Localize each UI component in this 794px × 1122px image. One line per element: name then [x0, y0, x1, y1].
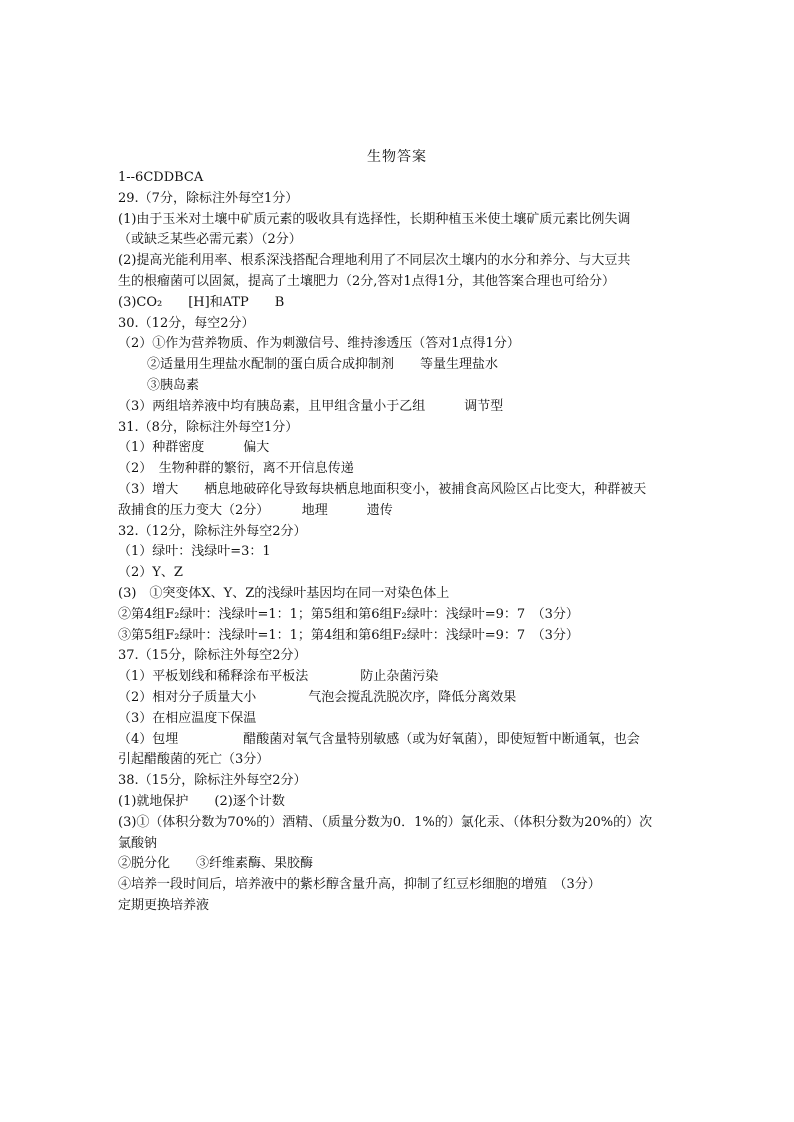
q31-answer-1: （1）种群密度 偏大 [118, 440, 270, 456]
q37-answer-3: （3）在相应温度下保温 [118, 710, 257, 726]
q29-answer-1-cont: （或缺乏某些必需元素）（2分） [118, 232, 302, 248]
q30-answer-2-sub3: ③胰岛素 [147, 377, 200, 393]
q32-answer-2: （2）Y、Z [118, 565, 183, 581]
q31-answer-3: （3）增大 栖息地破碎化导致每块栖息地面积变小，被捕食高风险区占比变大，种群被天 [118, 481, 647, 497]
answer-content [118, 168, 684, 917]
q30-answer-2-sub2: ②适量用生理盐水配制的蛋白质合成抑制剂 等量生理盐水 [147, 357, 499, 373]
q37-answer-1: （1）平板划线和稀释涂布平板法 防止杂菌污染 [118, 669, 439, 685]
q38-answer-final: 定期更换培养液 [118, 897, 210, 913]
q32-answer-1: （1）绿叶：浅绿叶=3：1 [118, 544, 271, 560]
q38-answer-3-sub2-3: ②脱分化 ③纤维素酶、果胶酶 [118, 856, 314, 872]
q29-heading: 29.（7分，除标注外每空1分） [118, 190, 299, 206]
q30-answer-2: （2）①作为营养物质、作为刺激信号、维持渗透压（答对1点得1分） [118, 336, 520, 352]
q29-answer-2-cont: 生的根瘤菌可以固氮，提高了土壤肥力（2分,答对1点得1分，其他答案合理也可给分） [118, 273, 615, 289]
q29-answer-3: (3)CO₂ [H]和ATP B [118, 294, 285, 310]
q32-heading: 32.（12分，除标注外每空2分） [118, 523, 307, 539]
q29-answer-2: (2)提高光能利用率、根系深浅搭配合理地利用了不同层次土壤内的水分和养分、与大豆共 [118, 253, 631, 269]
q38-answer-3: (3)①（体积分数为70%的）酒精、（质量分数为0．1%的）氯化汞、（体积分数为20%的）次 [118, 814, 653, 830]
q32-answer-3-sub2: ②第4组F₂绿叶：浅绿叶=1：1；第5组和第6组F₂绿叶：浅绿叶=9：7 （3分） [118, 606, 579, 622]
q38-answer-1-2: (1)就地保护 (2)逐个计数 [118, 793, 285, 809]
q31-answer-3-cont: 敌捕食的压力变大（2分） 地理 遗传 [118, 502, 393, 518]
answer-line-mcq: 1--6CDDBCA [118, 170, 204, 185]
q30-heading: 30.（12分，每空2分） [118, 315, 255, 331]
q30-answer-3: （3）两组培养液中均有胰岛素，且甲组含量小于乙组 调节型 [118, 398, 504, 414]
q37-heading: 37.（15分，除标注外每空2分） [118, 648, 307, 664]
q29-answer-1: (1)由于玉米对土壤中矿质元素的吸收具有选择性，长期种植玉米使土壤矿质元素比例失调 [118, 211, 631, 227]
page-title: 生物答案 [367, 149, 427, 165]
q31-answer-2: （2） 生物种群的繁衍，离不开信息传递 [118, 461, 354, 477]
q31-heading: 31.（8分，除标注外每空1分） [118, 419, 299, 435]
q38-answer-3-cont: 氯酸钠 [118, 835, 158, 851]
q32-answer-3: (3) ①突变体X、Y、Z的浅绿叶基因均在同一对染色体上 [118, 585, 450, 601]
q37-answer-2: （2）相对分子质量大小 气泡会搅乱洗脱次序，降低分离效果 [118, 689, 517, 705]
q38-answer-3-sub4: ④培养一段时间后，培养液中的紫杉醇含量升高，抑制了红豆杉细胞的增殖 （3分） [118, 877, 601, 893]
q32-answer-3-sub3: ③第5组F₂绿叶：浅绿叶=1：1；第4组和第6组F₂绿叶：浅绿叶=9：7 （3分） [118, 627, 579, 643]
q37-answer-4-cont: 引起醋酸菌的死亡（3分） [118, 752, 270, 768]
q38-heading: 38.（15分，除标注外每空2分） [118, 773, 307, 789]
q37-answer-4: （4）包埋 醋酸菌对氧气含量特别敏感（或为好氧菌），即使短暂中断通氧，也会 [118, 731, 640, 747]
